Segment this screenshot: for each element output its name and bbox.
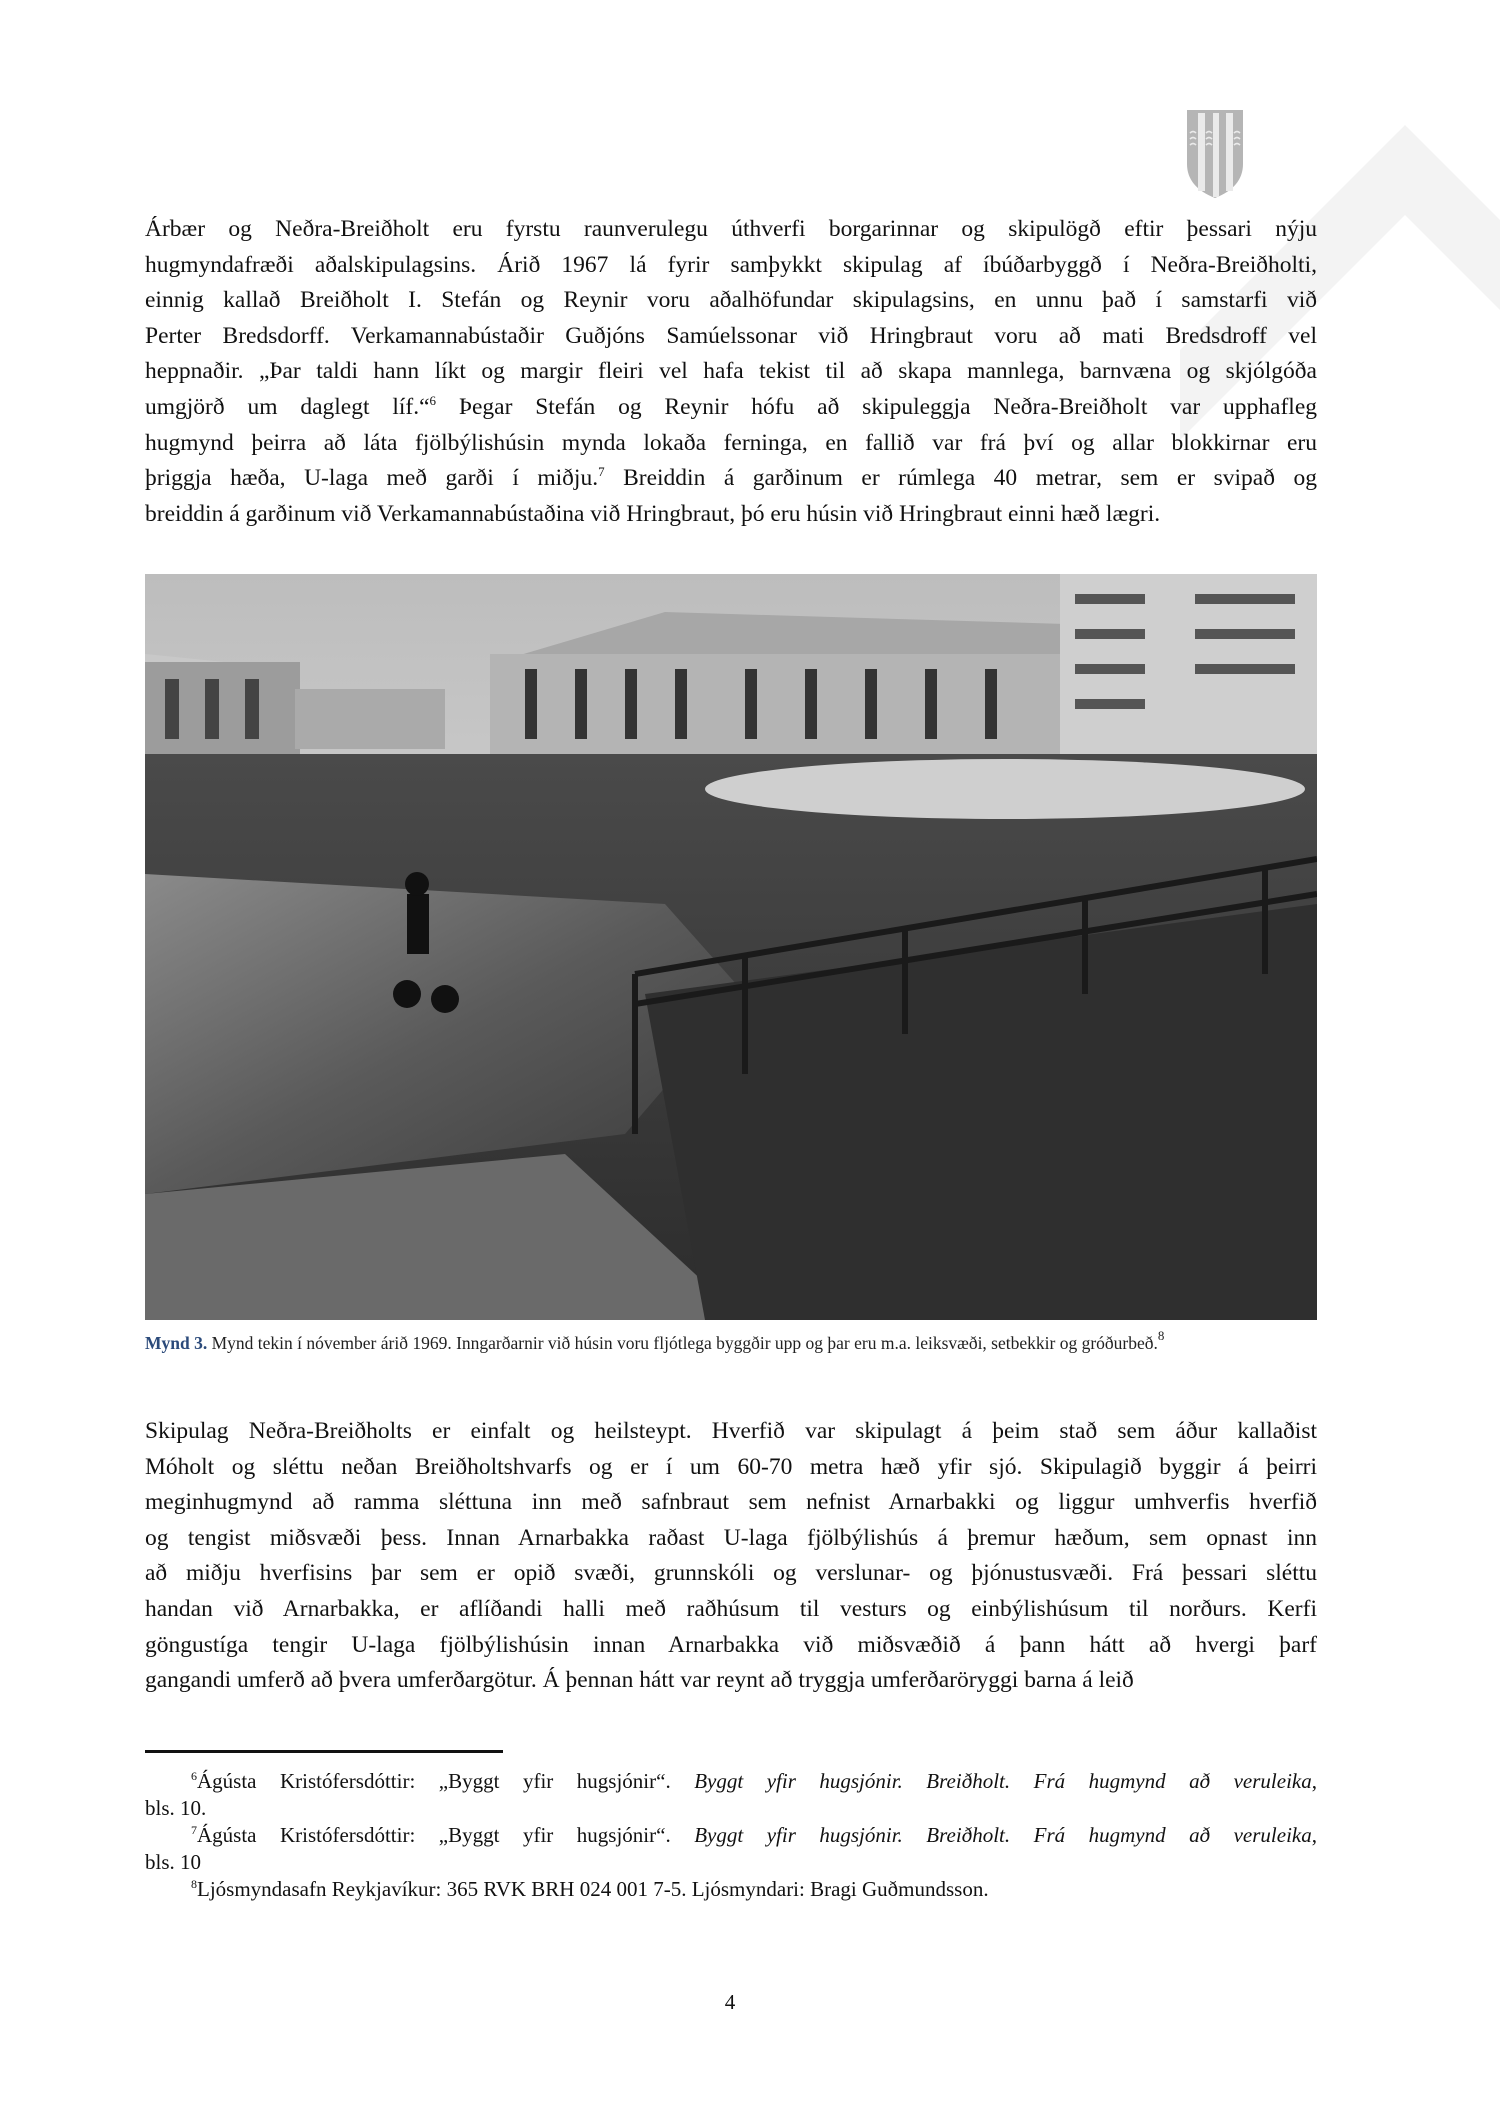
footnote-punct: , [1311,1769,1317,1793]
text-segment: Þegar Stefán og Reynir hófu að skipuleggja Neðra-Breiðholt var upphafleg [436,393,1317,420]
footnote-number: 6 [191,1769,197,1783]
text-line [145,461,1317,497]
text-line [145,1663,1317,1699]
footnote-continuation: bls. 10 [145,1850,202,1874]
text-segment: og tengist miðsvæði þess. Innan Arnarbakka raðast U-laga fjölbýlishús á þremur hæðum, sem opnast inn [145,1524,1317,1551]
footnote-ref: 7 [598,464,605,480]
text-segment: handan við Arnarbakka, er aflíðandi halli með raðhúsum til vesturs og einbýlishúsum til norðurs. Kerfi [145,1595,1317,1622]
text-line [145,1521,1317,1557]
footnote-source: Ljósmyndasafn Reykjavíkur: 365 RVK BRH 024 001 7-5. Ljósmyndari: Bragi Guðmundsson. [197,1877,989,1901]
text-line [145,212,1317,248]
text-line [145,248,1317,284]
text-line [145,390,1317,426]
figure-caption-text: Mynd tekin í nóvember árið 1969. Inngarðarnir við húsin voru fljótlega byggðir upp og þar eru m.a. leiksvæði, setbekkir og gróðurbeð. [207,1333,1158,1353]
text-segment: Árbær og Neðra-Breiðholt eru fyrstu raunverulegu úthverfi borgarinnar og skipulögð eftir þessari nýju [145,216,1317,242]
text-segment: hugmynd þeirra að láta fjölbýlishúsin mynda lokaða ferninga, en fallið var frá því og allar blokkirnar eru [145,429,1317,456]
footnote-ref: 8 [1157,1328,1165,1343]
historical-photo-breidholt-1969 [145,574,1317,1320]
text-segment: Móholt og sléttu neðan Breiðholtshvarfs og er í um 60-70 metra hæð yfir sjó. Skipulagið byggir á þeirri [145,1453,1317,1480]
footnote-continuation: bls. 10. [145,1796,207,1820]
text-line [145,1556,1317,1592]
footnote-number: 7 [191,1823,197,1837]
coat-of-arms-logo [1186,109,1244,199]
text-line [145,1414,1317,1450]
body-paragraph-2 [145,1414,1317,1699]
text-segment: þriggja hæða, U-laga með garði í miðju. [145,465,599,492]
text-segment: göngustíga tengir U-laga fjölbýlishúsin innan Arnarbakka við miðsvæðið á þann hátt að hvergi þarf [145,1631,1317,1658]
text-line [145,497,1317,533]
footnote-ref: 6 [429,392,437,408]
footnote-title: Byggt yfir hugsjónir. Breiðholt. Frá hugmynd að veruleika [694,1769,1312,1793]
text-segment: meginhugmynd að ramma sléttuna inn með safnbraut sem nefnist Arnarbakki og liggur umhverfis hverfið [145,1489,1317,1516]
text-segment: breiddin á garðinum við Verkamannabústaðina við Hringbraut, þó eru húsin við Hringbraut einni hæð lægri. [145,500,1161,527]
text-line [145,1450,1317,1486]
text-segment: gangandi umferð að þvera umferðargötur. Á þennan hátt var reynt að tryggja umferðaröryggi barna á leið [145,1667,1134,1694]
text-line [145,1592,1317,1628]
text-line [145,426,1317,462]
text-line [145,1628,1317,1664]
body-paragraph-1 [145,212,1317,532]
footnote-number: 8 [191,1877,197,1891]
footnote-punct: , [1311,1823,1317,1847]
page-number: 4 [724,1990,736,2014]
text-line [145,354,1317,390]
text-segment: umgjörð um daglegt líf.“ [145,393,430,420]
text-segment: einnig kallað Breiðholt I. Stefán og Reynir voru aðalhöfundar skipulagsins, en unnu það í samstarfi við [145,287,1317,314]
footnotes [145,1768,1317,1903]
text-line [145,1485,1317,1521]
text-line [145,283,1317,319]
figure-label: Mynd 3. [145,1333,208,1353]
footnote-7 [145,1822,1317,1849]
figure-caption [145,1328,1317,1358]
footnote-title: Byggt yfir hugsjónir. Breiðholt. Frá hugmynd að veruleika [694,1823,1312,1847]
text-segment: Breiddin á garðinum er rúmlega 40 metrar, sem er svipað og [604,465,1317,492]
footnote-6 [145,1768,1317,1795]
text-segment: heppnaðir. „Þar taldi hann líkt og margir fleiri vel hafa tekist til að skapa mannlega, barnvæna og skjólgóða [145,358,1317,385]
text-line [145,319,1317,355]
footnote-source: Ágústa Kristófersdóttir: „Byggt yfir hugsjónir“. [197,1769,695,1793]
text-segment: að miðju hverfisins þar sem er opið svæði, grunnskóli og verslunar- og þjónustusvæði. Frá þessari sléttu [145,1560,1317,1587]
footnote-separator [145,1750,503,1753]
footnote-8 [145,1876,1317,1903]
footnote-source: Ágústa Kristófersdóttir: „Byggt yfir hugsjónir“. [197,1823,695,1847]
text-segment: Perter Bredsdorff. Verkamannabústaðir Guðjóns Samúelssonar við Hringbraut voru að mati Bredsdroff vel [145,322,1317,349]
text-segment: hugmyndafræði aðalskipulagsins. Árið 1967 lá fyrir samþykkt skipulag af íbúðarbyggð í Neðra-Breiðholti, [145,251,1317,278]
text-segment: Skipulag Neðra-Breiðholts er einfalt og heilsteypt. Hverfið var skipulagt á þeim stað sem áður kallaðist [145,1418,1317,1444]
